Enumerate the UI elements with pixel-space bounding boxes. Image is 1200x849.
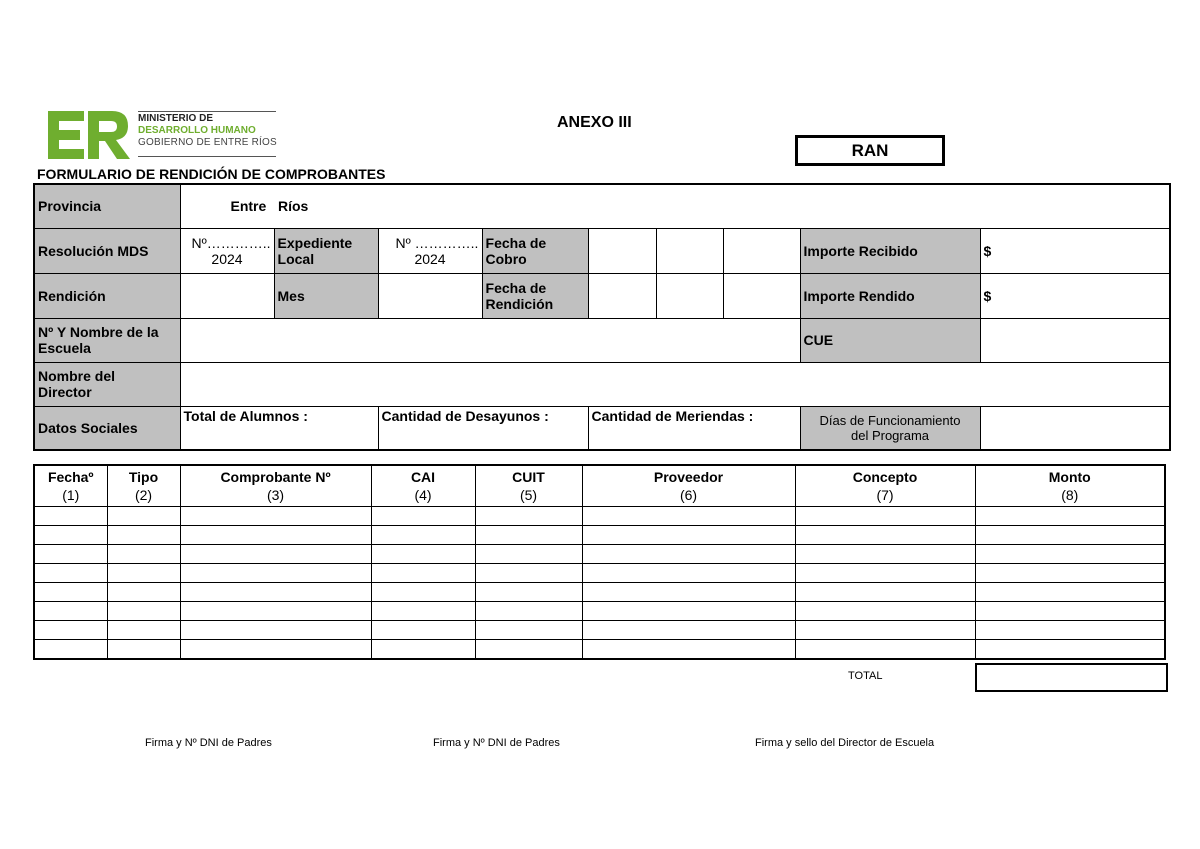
fecha-cobro-label bbox=[482, 228, 588, 273]
column-header-5 bbox=[475, 465, 582, 507]
table-cell[interactable] bbox=[475, 507, 582, 526]
fecha-rendicion-label-1: Fecha de bbox=[485, 279, 547, 296]
expediente-label bbox=[274, 228, 378, 273]
table-cell[interactable] bbox=[371, 526, 475, 545]
table-cell[interactable] bbox=[475, 621, 582, 640]
table-cell[interactable] bbox=[475, 545, 582, 564]
table-cell[interactable] bbox=[475, 602, 582, 621]
importe-recibido-label: Importe Recibido bbox=[800, 228, 980, 273]
total-alumnos-field[interactable] bbox=[180, 406, 378, 450]
table-cell[interactable] bbox=[795, 507, 975, 526]
ran-box: RAN bbox=[795, 135, 945, 166]
table-cell[interactable] bbox=[475, 564, 582, 583]
mes-field[interactable] bbox=[378, 273, 482, 318]
table-cell[interactable] bbox=[371, 621, 475, 640]
firma-director: Firma y sello del Director de Escuela bbox=[755, 737, 935, 749]
resolucion-field[interactable] bbox=[180, 228, 274, 273]
column-number: (5) bbox=[519, 487, 538, 503]
table-cell[interactable] bbox=[34, 526, 107, 545]
table-cell[interactable] bbox=[180, 640, 371, 660]
table-cell[interactable] bbox=[107, 602, 180, 621]
column-header-3 bbox=[180, 465, 371, 507]
director-field[interactable] bbox=[180, 362, 1170, 406]
table-cell[interactable] bbox=[795, 602, 975, 621]
resolucion-label: Resolución MDS bbox=[34, 228, 180, 273]
anexo-title: ANEXO III bbox=[557, 114, 632, 131]
escuela-field[interactable] bbox=[180, 318, 800, 362]
dias-func-label-2: del Programa bbox=[850, 427, 930, 443]
logo-line-1: MINISTERIO DE bbox=[138, 113, 214, 124]
cant-desayunos-field[interactable] bbox=[378, 406, 588, 450]
escuela-label bbox=[34, 318, 180, 362]
table-row bbox=[34, 621, 1165, 640]
cant-meriendas-label: Cantidad de Meriendas : bbox=[591, 407, 754, 424]
table-cell[interactable] bbox=[582, 526, 795, 545]
fecha-cobro-month[interactable] bbox=[656, 228, 723, 273]
importe-recibido-currency: $ bbox=[983, 242, 992, 259]
expediente-field[interactable] bbox=[378, 228, 482, 273]
importe-rendido-field[interactable] bbox=[980, 273, 1170, 318]
table-cell[interactable] bbox=[107, 564, 180, 583]
table-row bbox=[34, 564, 1165, 583]
fecha-rendicion-month[interactable] bbox=[656, 273, 723, 318]
header-table bbox=[33, 183, 1171, 451]
table-cell[interactable] bbox=[34, 545, 107, 564]
dias-func-label-1: Días de Funcionamiento bbox=[819, 412, 961, 428]
dias-funcionamiento-field[interactable] bbox=[980, 406, 1170, 450]
provincia-label: Provincia bbox=[34, 184, 180, 228]
column-header-8 bbox=[975, 465, 1165, 507]
table-cell[interactable] bbox=[107, 583, 180, 602]
table-cell[interactable] bbox=[582, 621, 795, 640]
table-cell[interactable] bbox=[180, 583, 371, 602]
director-label-1: Nombre del bbox=[38, 368, 116, 384]
table-cell[interactable] bbox=[975, 621, 1165, 640]
table-cell[interactable] bbox=[107, 640, 180, 660]
column-number: (2) bbox=[134, 487, 153, 503]
logo-text bbox=[138, 113, 277, 149]
fecha-rendicion-year[interactable] bbox=[723, 273, 800, 318]
expediente-label-1: Expediente bbox=[277, 234, 353, 251]
expediente-year: 2024 bbox=[414, 250, 446, 267]
column-title: Comprobante Nº bbox=[220, 469, 331, 485]
provincia-value[interactable] bbox=[180, 184, 1170, 228]
table-row bbox=[34, 640, 1165, 660]
table-cell[interactable] bbox=[475, 526, 582, 545]
table-cell[interactable] bbox=[34, 583, 107, 602]
importe-rendido-label: Importe Rendido bbox=[800, 273, 980, 318]
table-cell[interactable] bbox=[34, 602, 107, 621]
table-cell[interactable] bbox=[975, 507, 1165, 526]
table-cell[interactable] bbox=[582, 640, 795, 660]
column-title: CUIT bbox=[512, 469, 545, 485]
table-cell[interactable] bbox=[795, 621, 975, 640]
table-cell[interactable] bbox=[582, 583, 795, 602]
column-number: (4) bbox=[414, 487, 432, 503]
table-cell[interactable] bbox=[371, 583, 475, 602]
total-field[interactable] bbox=[975, 663, 1168, 692]
table-cell[interactable] bbox=[582, 507, 795, 526]
escuela-label-2: Escuela bbox=[38, 340, 91, 356]
fecha-cobro-label-2: Cobro bbox=[485, 250, 527, 267]
resolucion-num: Nº………….. bbox=[191, 234, 271, 251]
table-cell[interactable] bbox=[107, 621, 180, 640]
mes-label: Mes bbox=[274, 273, 378, 318]
fecha-rendicion-label-2: Rendición bbox=[485, 295, 554, 312]
rendicion-field[interactable] bbox=[180, 273, 274, 318]
table-row bbox=[34, 583, 1165, 602]
column-header-6 bbox=[582, 465, 795, 507]
form-title: FORMULARIO DE RENDICIÓN DE COMPROBANTES bbox=[37, 166, 386, 182]
fecha-rendicion-label bbox=[482, 273, 588, 318]
table-cell[interactable] bbox=[975, 640, 1165, 660]
table-cell[interactable] bbox=[180, 602, 371, 621]
table-cell[interactable] bbox=[180, 545, 371, 564]
logo-divider-bottom bbox=[138, 156, 276, 157]
column-header-2 bbox=[107, 465, 180, 507]
fecha-cobro-day[interactable] bbox=[588, 228, 656, 273]
table-cell[interactable] bbox=[371, 507, 475, 526]
column-title: Monto bbox=[1048, 469, 1091, 485]
fecha-cobro-year[interactable] bbox=[723, 228, 800, 273]
logo-divider-top bbox=[138, 111, 276, 112]
total-alumnos-label: Total de Alumnos : bbox=[183, 407, 308, 424]
table-cell[interactable] bbox=[582, 545, 795, 564]
table-row bbox=[34, 526, 1165, 545]
table-cell[interactable] bbox=[371, 545, 475, 564]
table-cell[interactable] bbox=[180, 621, 371, 640]
er-logo-icon bbox=[48, 111, 130, 159]
column-number: (3) bbox=[266, 487, 285, 503]
table-cell[interactable] bbox=[975, 545, 1165, 564]
table-cell[interactable] bbox=[795, 545, 975, 564]
column-title: CAI bbox=[410, 469, 436, 485]
importe-recibido-field[interactable] bbox=[980, 228, 1170, 273]
table-row bbox=[34, 602, 1165, 621]
rendicion-label: Rendición bbox=[34, 273, 180, 318]
table-cell[interactable] bbox=[975, 526, 1165, 545]
expediente-num: Nº ………….. bbox=[395, 234, 479, 251]
table-cell[interactable] bbox=[107, 545, 180, 564]
table-cell[interactable] bbox=[371, 640, 475, 660]
firma-padres-1: Firma y Nº DNI de Padres bbox=[145, 737, 272, 749]
table-cell[interactable] bbox=[475, 640, 582, 660]
table-cell[interactable] bbox=[180, 526, 371, 545]
importe-rendido-currency: $ bbox=[983, 287, 992, 304]
column-number: (1) bbox=[62, 487, 80, 503]
expediente-label-2: Local bbox=[277, 250, 315, 267]
provincia-text: Entre Ríos bbox=[230, 198, 309, 215]
table-cell[interactable] bbox=[795, 564, 975, 583]
table-cell[interactable] bbox=[34, 621, 107, 640]
table-cell[interactable] bbox=[475, 583, 582, 602]
cue-label: CUE bbox=[800, 318, 980, 362]
table-cell[interactable] bbox=[795, 583, 975, 602]
firma-padres-2: Firma y Nº DNI de Padres bbox=[433, 737, 560, 749]
column-title: Concepto bbox=[852, 469, 918, 485]
column-header-4 bbox=[371, 465, 475, 507]
table-cell[interactable] bbox=[975, 583, 1165, 602]
table-cell[interactable] bbox=[34, 564, 107, 583]
table-cell[interactable] bbox=[975, 564, 1165, 583]
table-cell[interactable] bbox=[107, 526, 180, 545]
table-cell[interactable] bbox=[34, 507, 107, 526]
total-label: TOTAL bbox=[848, 670, 883, 682]
table-cell[interactable] bbox=[34, 640, 107, 660]
datos-sociales-label: Datos Sociales bbox=[34, 406, 180, 450]
fecha-rendicion-day[interactable] bbox=[588, 273, 656, 318]
column-header-1 bbox=[34, 465, 107, 507]
table-cell[interactable] bbox=[180, 507, 371, 526]
comprobantes-table bbox=[33, 464, 1166, 660]
table-cell[interactable] bbox=[371, 564, 475, 583]
table-row bbox=[34, 545, 1165, 564]
table-cell[interactable] bbox=[180, 564, 371, 583]
cant-meriendas-field[interactable] bbox=[588, 406, 800, 450]
escuela-label-1: Nº Y Nombre de la bbox=[38, 324, 159, 340]
column-title: Fechaº bbox=[47, 469, 94, 485]
table-cell[interactable] bbox=[371, 602, 475, 621]
table-row bbox=[34, 507, 1165, 526]
table-cell[interactable] bbox=[795, 526, 975, 545]
column-header-7 bbox=[795, 465, 975, 507]
column-title: Proveedor bbox=[653, 469, 724, 485]
table-cell[interactable] bbox=[795, 640, 975, 660]
cue-field[interactable] bbox=[980, 318, 1170, 362]
column-title: Tipo bbox=[128, 469, 159, 485]
table-cell[interactable] bbox=[582, 602, 795, 621]
table-cell[interactable] bbox=[107, 507, 180, 526]
dias-funcionamiento-label bbox=[800, 406, 980, 450]
table-cell[interactable] bbox=[582, 564, 795, 583]
resolucion-year: 2024 bbox=[211, 250, 243, 267]
cant-desayunos-label: Cantidad de Desayunos : bbox=[381, 407, 549, 424]
table-header-row bbox=[34, 465, 1165, 507]
column-number: (8) bbox=[1061, 487, 1079, 503]
logo-line-2: DESARROLLO HUMANO bbox=[138, 125, 256, 136]
director-label-2: Director bbox=[38, 384, 92, 400]
table-cell[interactable] bbox=[975, 602, 1165, 621]
column-number: (7) bbox=[876, 487, 894, 503]
column-number: (6) bbox=[679, 487, 698, 503]
logo-line-3: GOBIERNO DE ENTRE RÍOS bbox=[138, 137, 277, 148]
director-label bbox=[34, 362, 180, 406]
fecha-cobro-label-1: Fecha de bbox=[485, 234, 547, 251]
